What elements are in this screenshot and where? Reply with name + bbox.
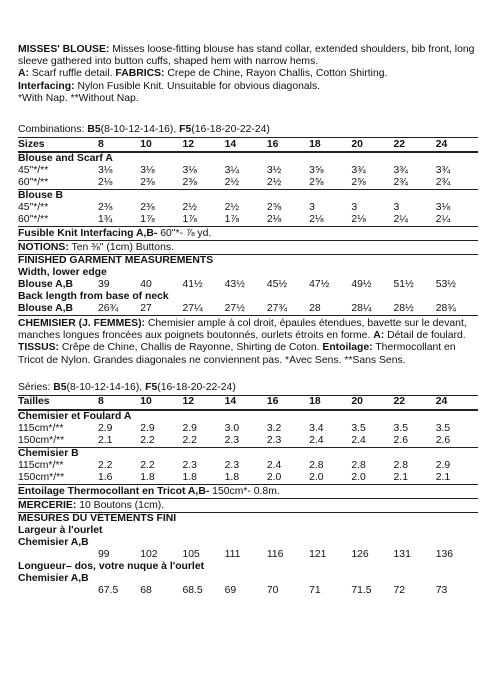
size-cell: 8	[98, 138, 140, 152]
measurement-row	[18, 549, 478, 561]
view-a-label: A:	[18, 68, 29, 80]
section-title: Blouse and Scarf A	[18, 153, 113, 165]
size-cell: 24	[436, 396, 478, 410]
size-cell: 20	[351, 138, 393, 152]
fabric-width-label: 115cm*/**	[18, 422, 64, 434]
english-description	[18, 44, 478, 105]
interfacing-line-label: Fusible Knit Interfacing A,B-	[18, 228, 158, 240]
fr-b5-sizes: (8-10-12-14-16),	[66, 381, 143, 393]
metrage-cell: 1.8	[140, 472, 182, 485]
metrage-cell: 2.0	[351, 472, 393, 485]
measurement-cell: 27¾	[267, 303, 309, 316]
metrage-cell: 2.1	[98, 435, 140, 448]
measurement-cell: 41½	[182, 279, 203, 291]
fabric-width-label: 150cm*/**	[18, 472, 98, 485]
description-title: MISSES' BLOUSE:	[18, 44, 110, 55]
tissus-text: Crêpe de Chine, Challis de Rayonne, Shirting de Coton.	[59, 342, 320, 354]
measurement-label-row	[18, 267, 478, 279]
metrage-cell: 2.8	[351, 459, 366, 471]
size-cell: 16	[267, 396, 309, 410]
measurement-cell: 49½	[351, 279, 372, 291]
f5-code: F5	[179, 124, 192, 136]
section-title: Chemisier B	[18, 447, 79, 459]
measurement-cell: 102	[140, 548, 158, 560]
measurement-label-row	[18, 291, 478, 303]
yardage-cell: 2⅛	[267, 214, 309, 227]
measurement-cell: 105	[182, 548, 200, 560]
size-cell: 18	[309, 396, 351, 410]
yardage-cell: 3¾	[435, 165, 451, 177]
fabric-width-label: 150cm*/**	[18, 435, 98, 448]
fabric-width-label: 60"*/**	[18, 177, 98, 190]
yardage-cell: 3¾	[393, 165, 408, 177]
fabric-width-label: 60"*/**	[18, 214, 98, 227]
measurement-cell: 28¼	[351, 303, 393, 316]
metrage-cell: 2.6	[436, 435, 478, 448]
section-title-row	[18, 410, 478, 423]
measurement-row-label: Chemisier A,B	[18, 536, 89, 548]
entoilage-label: Entoilage:	[322, 342, 373, 354]
yardage-cell: 2⅜	[140, 202, 155, 214]
mercerie-text: 10 Boutons (1cm).	[76, 499, 165, 511]
size-label: Sizes	[18, 138, 98, 152]
fabrics-text: Crepe de Chine, Rayon Challis, Cotton Shirting.	[164, 68, 388, 80]
metrage-cell: 2.9	[98, 422, 113, 434]
metrage-cell: 1.8	[182, 472, 224, 485]
metrage-row	[18, 460, 478, 472]
measurements-title-row	[18, 513, 478, 525]
yardage-cell: 3⅝	[309, 165, 324, 177]
size-cell: 16	[267, 138, 309, 152]
metrage-cell: 2.2	[182, 435, 224, 448]
english-yardage-table	[18, 138, 478, 227]
mesures-title: MESURES DU VÊTEMENTS FINI	[18, 512, 177, 524]
content	[18, 44, 478, 597]
measurement-cell: 27¼	[182, 303, 224, 316]
size-cell: 12	[182, 396, 224, 410]
metrage-row	[18, 423, 478, 435]
metrage-cell: 2.4	[266, 459, 282, 471]
metrage-cell: 2.1	[394, 472, 436, 485]
yardage-cell: 3¼	[224, 165, 240, 177]
fabric-width-label: 115cm*/**	[18, 459, 64, 471]
interfacing-line-text: 60"*- ⅞ yd.	[157, 228, 212, 240]
metrage-cell: 2.2	[140, 459, 155, 471]
yardage-cell: 2⅝	[309, 177, 351, 190]
english-measurements-table	[18, 255, 478, 316]
metrage-cell: 2.3	[182, 459, 197, 471]
taille-label: Tailles	[18, 396, 98, 410]
measurement-cell: 71.5	[351, 584, 372, 596]
french-description	[18, 318, 478, 367]
largeur-label: Largeur à l'ourlet	[18, 524, 103, 536]
taille-header-row	[18, 396, 478, 410]
fabric-width-label: 45"*/**	[18, 165, 49, 177]
spacer	[18, 105, 478, 123]
series-label: Séries:	[18, 381, 51, 393]
fabrics-label: FABRICS:	[115, 68, 165, 80]
yardage-cell: 1⅞	[140, 214, 182, 227]
empty-cell	[18, 585, 98, 597]
fr-view-a-label: A:	[373, 330, 385, 342]
measurement-cell: 45½	[266, 279, 288, 291]
entoilage-line-text: 150cm*- 0.8m.	[209, 485, 280, 497]
yardage-cell: 2½	[224, 202, 240, 214]
metrage-cell: 2.2	[140, 435, 182, 448]
measurement-cell: 126	[351, 548, 369, 560]
metrage-cell: 2.0	[309, 472, 351, 485]
yardage-cell: 2¾	[394, 177, 436, 190]
tissus-label: TISSUS:	[18, 342, 59, 354]
metrage-cell: 2.6	[394, 435, 436, 448]
fr-view-a-text: Détail de foulard.	[384, 330, 466, 342]
metrage-cell: 2.4	[309, 435, 351, 448]
section-title-row	[18, 190, 478, 203]
metrage-cell: 2.8	[309, 459, 324, 471]
section-title: Blouse B	[18, 190, 64, 202]
measurements-title-row	[18, 255, 478, 267]
measurement-cell: 51½	[393, 279, 414, 291]
measurement-cell: 27	[140, 303, 182, 316]
interfacing-line	[18, 227, 478, 241]
yardage-row	[18, 165, 478, 177]
yardage-cell: 1⅞	[225, 214, 267, 227]
measurement-cell: 39	[98, 279, 110, 291]
yardage-cell: 2⅜	[98, 202, 113, 214]
yardage-cell: 2¼	[394, 214, 436, 227]
measurement-cell: 40	[140, 279, 152, 291]
measurement-cell: 28½	[394, 303, 436, 316]
measurement-cell: 116	[266, 548, 284, 560]
fr-f5-code: F5	[145, 381, 158, 393]
spacer	[18, 367, 478, 381]
yardage-cell: 1¾	[98, 214, 140, 227]
size-header-row	[18, 138, 478, 152]
yardage-row	[18, 202, 478, 214]
interfacing-text: Nylon Fusible Knit. Unsuitable for obvious diagonals.	[74, 80, 321, 92]
size-cell: 14	[225, 396, 267, 410]
metrage-cell: 1.6	[98, 472, 140, 485]
measurement-cell: 72	[393, 584, 406, 596]
nap-note: *With Nap. **Without Nap.	[18, 92, 139, 104]
measurement-cell: 53½	[435, 279, 456, 291]
size-cell: 22	[394, 396, 436, 410]
series-line	[18, 381, 478, 396]
interfacing-label: Interfacing:	[18, 80, 75, 92]
measurement-cell: 71	[309, 584, 321, 596]
yardage-cell: 2⅜	[182, 177, 224, 190]
yardage-cell: 3	[351, 202, 358, 214]
yardage-cell: 2¾	[436, 177, 478, 190]
metrage-row	[18, 472, 478, 485]
size-cell: 10	[140, 138, 182, 152]
measurement-cell: 69	[224, 584, 237, 596]
yardage-cell: 3½	[266, 165, 282, 177]
b5-sizes: (8-10-12-14-16),	[100, 124, 177, 136]
measurement-cell: 68	[140, 584, 152, 596]
measurement-cell: 28	[309, 303, 351, 316]
section-title: Chemisier et Foulard A	[18, 410, 132, 422]
metrage-cell: 2.9	[140, 422, 155, 434]
yardage-cell: 3	[309, 202, 315, 214]
description-text: Misses loose-fitting blouse has stand collar, extended shoulders, bib front, long sleeve gathered into button cuffs, shaped hem with narrow hems.	[18, 44, 475, 68]
measurement-cell: 99	[98, 548, 110, 560]
measurement-cell: 67.5	[98, 584, 119, 596]
metrage-cell: 2.9	[435, 459, 451, 471]
yardage-cell: 2½	[267, 177, 309, 190]
yardage-cell: 2⅛	[309, 214, 351, 227]
section-title-row	[18, 152, 478, 165]
metrage-cell: 3.2	[266, 422, 282, 434]
section-title-row	[18, 447, 478, 460]
yardage-cell: 2⅛	[98, 177, 140, 190]
yardage-cell: 3⅛	[435, 202, 451, 214]
metrage-cell: 2.3	[225, 435, 267, 448]
metrage-cell: 3.5	[351, 422, 366, 434]
yardage-row	[18, 177, 478, 190]
combinations-label: Combinations:	[18, 124, 85, 136]
back-length-label: Back length from base of neck	[18, 291, 169, 303]
size-cell: 10	[140, 396, 182, 410]
metrage-cell: 2.8	[393, 459, 408, 471]
yardage-cell: 2⅝	[266, 202, 282, 214]
french-measurements-table	[18, 513, 478, 597]
metrage-cell: 3.0	[224, 422, 240, 434]
measurement-row	[18, 303, 478, 316]
measurement-cell: 121	[309, 548, 327, 560]
metrage-cell: 2.4	[351, 435, 393, 448]
size-cell: 8	[98, 396, 140, 410]
measurement-label-row	[18, 573, 478, 585]
yardage-cell: 3⅛	[98, 165, 113, 177]
measurement-label-row	[18, 537, 478, 549]
measurement-cell: 68.5	[182, 584, 203, 596]
metrage-cell: 2.0	[267, 472, 309, 485]
yardage-row	[18, 214, 478, 227]
yardage-cell: 2½	[182, 202, 197, 214]
f5-sizes: (16-18-20-22-24)	[191, 124, 270, 136]
fr-f5-sizes: (16-18-20-22-24)	[157, 381, 236, 393]
measurement-cell: 28¾	[436, 303, 478, 316]
metrage-cell: 3.4	[309, 422, 324, 434]
notions-label: NOTIONS:	[18, 242, 69, 254]
yardage-cell: 1⅞	[182, 214, 224, 227]
yardage-cell: 2⅝	[351, 177, 393, 190]
metrage-row	[18, 435, 478, 448]
size-cell: 22	[394, 138, 436, 152]
mercerie-label: MERCERIE:	[18, 499, 77, 511]
measurement-cell: 47½	[309, 279, 330, 291]
measurement-row	[18, 585, 478, 597]
yardage-cell: 3⅛	[182, 165, 197, 177]
fr-description-text: Chemisier ample à col droit, épaules étendues, bavette sur le devant, manches longues froncées aux poignets boutonnés, ourlets étroits en forme.	[18, 318, 467, 342]
metrage-cell: 3.5	[393, 422, 408, 434]
notions-text: Ten ⅜" (1cm) Buttons.	[68, 242, 174, 254]
metrage-cell: 2.1	[436, 472, 478, 485]
width-label: Width, lower edge	[18, 267, 107, 279]
measurement-cell: 26¾	[98, 303, 140, 316]
yardage-cell: 2½	[225, 177, 267, 190]
metrage-cell: 2.3	[224, 459, 240, 471]
yardage-cell: 3¾	[351, 165, 366, 177]
measurement-cell: 43½	[224, 279, 245, 291]
size-cell: 20	[351, 396, 393, 410]
metrage-cell: 1.8	[225, 472, 267, 485]
measurement-row-label: Chemisier A,B	[18, 572, 89, 584]
yardage-cell: 2⅛	[351, 214, 393, 227]
size-cell: 24	[436, 138, 478, 152]
combinations-line	[18, 123, 478, 138]
measurement-cell: 70	[266, 584, 279, 596]
longueur-label: Longueur– dos, votre nuque à l'ourlet	[18, 560, 205, 572]
metrage-cell: 3.5	[435, 422, 451, 434]
fr-b5-code: B5	[53, 381, 67, 393]
view-a-text: Scarf ruffle detail.	[28, 68, 113, 80]
yardage-cell: 2¼	[436, 214, 478, 227]
notions-line	[18, 241, 478, 255]
empty-cell	[18, 549, 98, 561]
measurement-cell: 111	[224, 548, 241, 560]
metrage-cell: 2.2	[98, 459, 113, 471]
measurement-row	[18, 279, 478, 291]
fabric-width-label: 45"*/**	[18, 202, 49, 214]
size-cell: 12	[182, 138, 224, 152]
b5-code: B5	[87, 124, 101, 136]
measurement-cell: 27½	[225, 303, 267, 316]
measurement-row-label: Blouse A,B	[18, 279, 74, 291]
measurements-title: FINISHED GARMENT MEASUREMENTS	[18, 255, 214, 267]
entoilage-text: Thermocollant en Tricot de Nylon. Grandes diagonales ne conviennent pas. *Avec Sens. **Sans Sens.	[18, 342, 456, 366]
measurement-cell: 73	[435, 584, 448, 596]
yardage-cell: 3⅛	[140, 165, 155, 177]
french-metrage-table	[18, 396, 478, 485]
measurement-label-row	[18, 561, 478, 573]
measurement-cell: 136	[435, 548, 454, 560]
fr-description-title: CHEMISIER (J. FEMMES):	[18, 318, 146, 330]
measurement-label-row	[18, 525, 478, 537]
measurement-cell: 131	[393, 548, 411, 560]
mercerie-line	[18, 499, 478, 513]
size-cell: 14	[225, 138, 267, 152]
metrage-cell: 2.9	[182, 422, 197, 434]
measurement-row-label: Blouse A,B	[18, 303, 98, 316]
entoilage-line-label: Entoilage Thermocollant en Tricot A,B-	[18, 485, 210, 497]
size-cell: 18	[309, 138, 351, 152]
yardage-cell: 3	[393, 202, 400, 214]
entoilage-line	[18, 485, 478, 499]
yardage-cell: 2⅜	[140, 177, 182, 190]
metrage-cell: 2.3	[267, 435, 309, 448]
